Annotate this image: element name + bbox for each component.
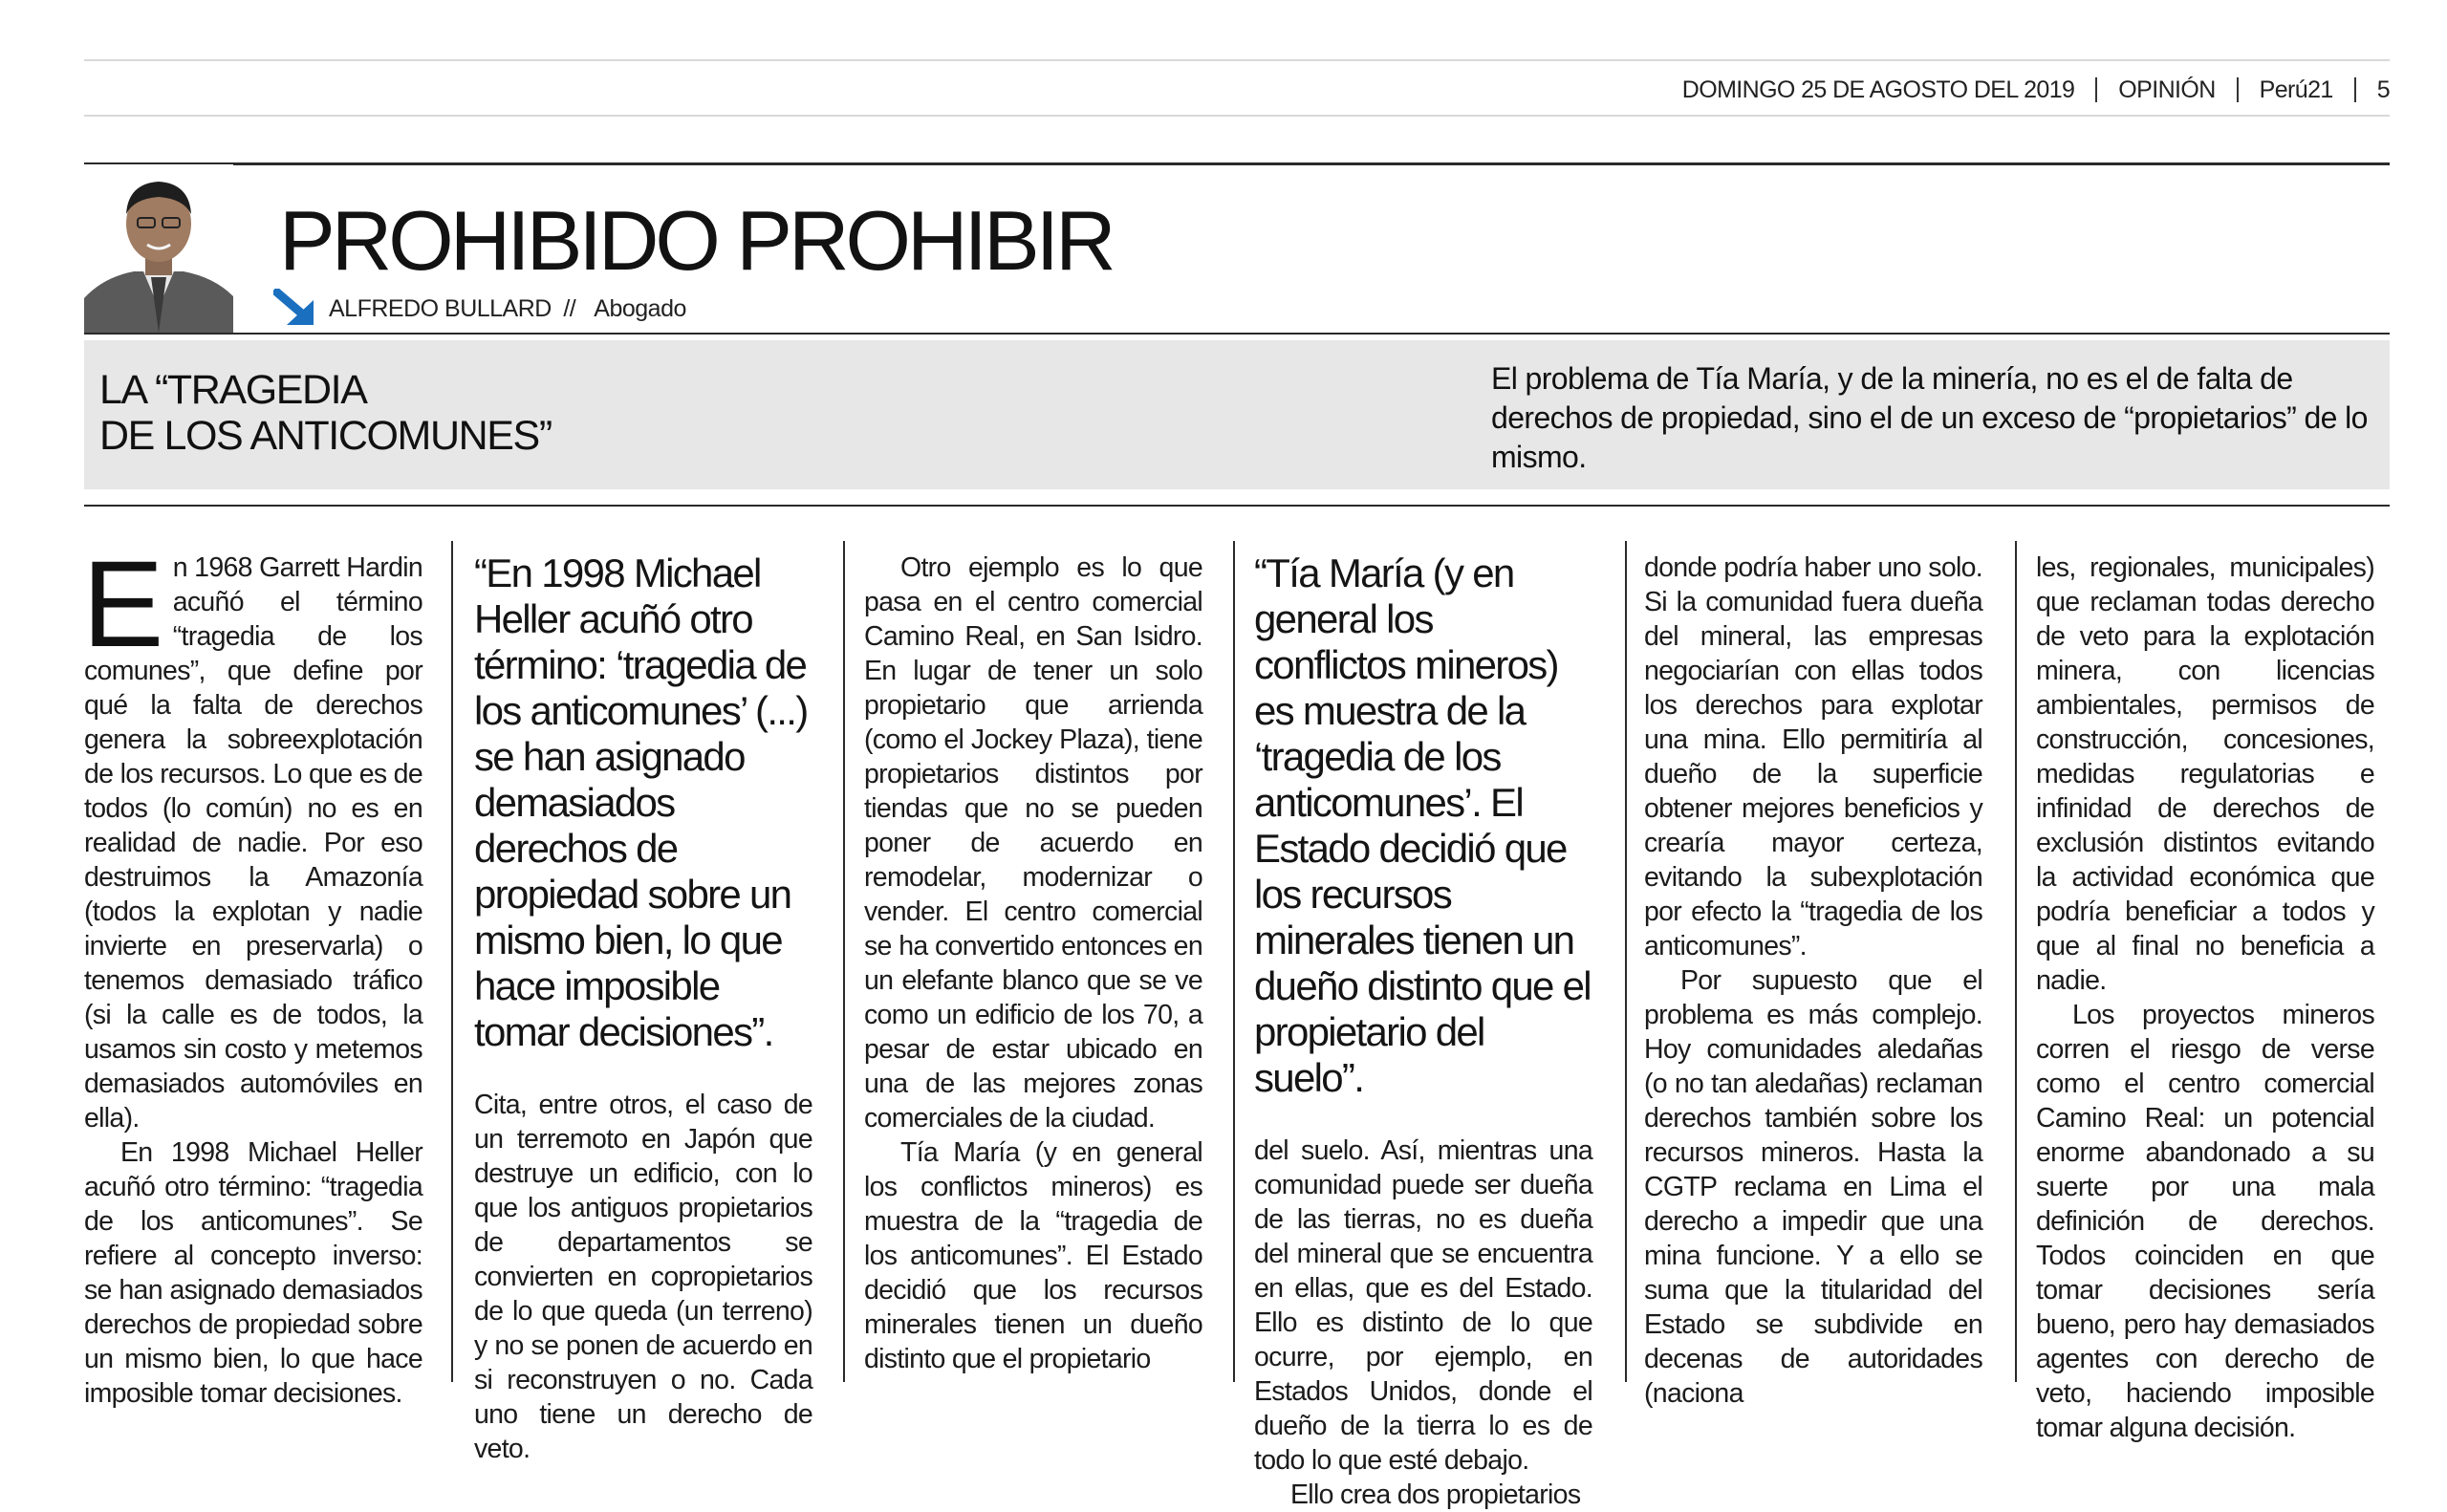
body-paragraph: Tía María (y en general los conflictos mineros) es muestra de la “tragedia de los anticomunes”. El Estado decidió que los recursos minerales tienen un dueño distinto que el propietario bbox=[864, 1137, 1202, 1374]
body-paragraph: Otro ejemplo es lo que pasa en el centro comercial Camino Real, en San Isidro. En lugar de tener un solo propietario que arrienda (como el Jockey Plaza), tiene propietarios distintos por tiendas que no se pueden poner de acuerdo en remodelar, modernizar o vender. El centro comercial se ha convertido entonces en un elefante blanco que se ve como un edificio de los 70, a pesar de estar ubicado en una de las mejores zonas comerciales de la ciudad. bbox=[864, 552, 1202, 1134]
body-paragraph: Por supuesto que el problema es más complejo. Hoy comunidades aledañas (o no tan aledañas) reclaman derechos también sobre los recursos mineros. Hasta la CGTP reclama en Lima el derecho a impedir que una mina funcione. Y a ello se suma que la titularidad del Estado se subdivide en decenas de autoridades (naciona bbox=[1644, 965, 1982, 1409]
column-divider bbox=[451, 541, 453, 1382]
byline bbox=[329, 295, 686, 323]
author-photo bbox=[84, 164, 233, 333]
body-paragraph: Ello crea dos propietarios bbox=[1290, 1480, 1581, 1510]
body-column-3 bbox=[864, 551, 1202, 1376]
column-divider bbox=[843, 541, 845, 1382]
pull-quote: “Tía María (y en general los conflictos mineros) es muestra de la ‘tragedia de los anticomunes’. El Estado decidió que los recursos minerales tienen un dueño distinto que el propietario del suelo”. bbox=[1254, 551, 1591, 1100]
masthead-rule bbox=[84, 333, 2390, 335]
page-number: 5 bbox=[2376, 76, 2390, 103]
quote-spacer bbox=[1254, 1101, 1592, 1134]
author-name: ALFREDO BULLARD bbox=[329, 295, 552, 322]
body-column-4 bbox=[1254, 551, 1592, 1512]
page-header bbox=[1682, 67, 2390, 113]
body-column-1 bbox=[82, 536, 422, 1411]
body-column-2 bbox=[474, 551, 812, 1466]
headline-line-2: DE LOS ANTICOMUNES” bbox=[99, 413, 552, 459]
author-role: Abogado bbox=[594, 295, 686, 322]
article-headline bbox=[99, 367, 552, 459]
issue-date: DOMINGO 25 DE AGOSTO DEL 2019 bbox=[1681, 76, 2075, 103]
drop-cap: E bbox=[82, 536, 163, 673]
body-column-5 bbox=[1644, 551, 1982, 1411]
paragraph-text: n 1968 Garrett Hardin acuñó el término “tragedia de los comunes”, que define por qué la falta de derechos genera la sobreexplotación de los recursos. Lo que es de todos (lo común) no es en realidad de nadie. Por eso destruimos la Amazonía (todos la explotan y nadie invierte en preservarla) o tenemos demasiado tráfico (si la calle es de todos, la usamos sin costo y metemos demasiados automóviles en ella). bbox=[84, 552, 422, 1134]
column-divider bbox=[2015, 541, 2017, 1382]
quote-spacer bbox=[474, 1055, 812, 1088]
body-paragraph: En 1998 Michael Heller acuñó otro término: “tragedia de los anticomunes”. Se refiere al concepto inverso: se han asignado demasiados derechos de propiedad sobre un mismo bien, lo que hace imposible tomar decisiones. bbox=[84, 1137, 422, 1409]
header-divider bbox=[2354, 77, 2356, 102]
deck-bottom-rule bbox=[84, 505, 2390, 507]
header-divider bbox=[2237, 77, 2239, 102]
byline-separator: // bbox=[563, 295, 576, 322]
header-rule bbox=[84, 115, 2390, 117]
headline-line-1: LA “TRAGEDIA bbox=[99, 367, 367, 413]
column-divider bbox=[1625, 541, 1627, 1382]
pull-quote: “En 1998 Michael Heller acuñó otro término: ‘tragedia de los anticomunes’ (...) se han asignado demasiados derechos de propiedad sobre un mismo bien, lo que hace imposible tomar decisiones”. bbox=[474, 551, 808, 1054]
column-title: PROHIBIDO PROHIBIR bbox=[279, 193, 1113, 288]
arrow-down-right-icon bbox=[273, 289, 319, 331]
section-name: OPINIÓN bbox=[2118, 76, 2216, 103]
column-head-rule bbox=[84, 162, 2390, 165]
column-divider bbox=[1233, 541, 1235, 1382]
body-paragraph: Cita, entre otros, el caso de un terremoto en Japón que destruye un edificio, con lo que los antiguos propietarios de departamentos se convierten en copropietarios de lo que queda (un terreno) y no se ponen de acuerdo en si reconstruyen o no. Cada uno tiene un derecho de veto. bbox=[474, 1090, 812, 1464]
publication-name: Perú21 bbox=[2259, 76, 2333, 103]
body-paragraph: Los proyectos mineros corren el riesgo de verse como el centro comercial Camino Real: un potencial enorme abandonado a su suerte por una mala definición de derechos. Todos coinciden en que tomar decisiones sería bueno, pero hay demasiados agentes con derecho de veto, haciendo imposible tomar alguna decisión. bbox=[2036, 1000, 2374, 1443]
body-column-6 bbox=[2036, 551, 2374, 1445]
header-divider bbox=[2095, 77, 2097, 102]
body-paragraph: del suelo. Así, mientras una comunidad puede ser dueña de las tierras, no es dueña del mineral que se encuentra en ellas, que es del Estado. Ello es distinto de lo que ocurre, por ejemplo, en Estados Unidos, donde el dueño de la tierra lo es de todo lo que esté debajo. bbox=[1254, 1135, 1592, 1476]
body-paragraph: donde podría haber uno solo. Si la comunidad fuera dueña del mineral, las empresas negociarían con ellas todos los derechos para explotar una mina. Ello permitiría al dueño de la superficie obtener mejores beneficios y crearía mayor certeza, evitando la subexplotación por efecto la “tragedia de los anticomunes”. bbox=[1644, 552, 1982, 961]
body-paragraph: les, regionales, municipales) que reclaman todas derecho de veto para la explotación minera, con licencias ambientales, permisos de construcción, concesiones, medidas regulatorias e infinidad de derechos de exclusión distintos evitando la actividad económica que podría beneficiar a todos y que al final no beneficia a nadie. bbox=[2036, 552, 2374, 996]
body-paragraph bbox=[82, 536, 422, 1135]
top-rule bbox=[84, 59, 2390, 61]
article-summary: El problema de Tía María, y de la minería, no es el de falta de derechos de propiedad, sino el de un exceso de “propietarios” de lo mismo. bbox=[1491, 361, 2368, 474]
